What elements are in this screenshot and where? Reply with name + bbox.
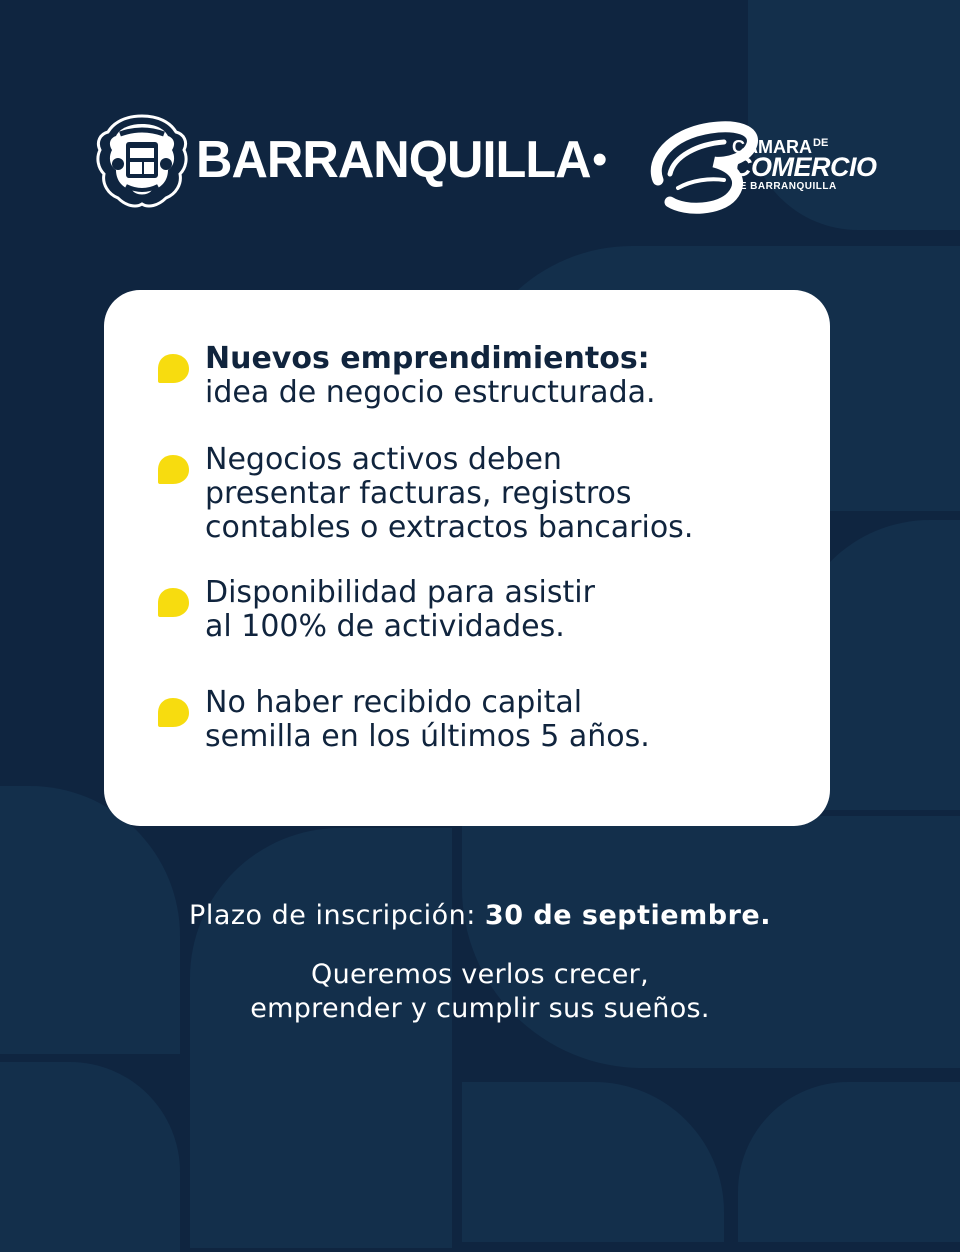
deadline-date: 30 de septiembre.: [484, 900, 771, 931]
barranquilla-crest-icon: [96, 112, 188, 208]
requirements-card: [104, 290, 830, 826]
requirement-text: Disponibilidad para asistir al 100% de actividades.: [205, 575, 595, 644]
yellow-bubble-bullet-icon: [157, 353, 190, 384]
background-shape-bottom-left: [0, 1062, 180, 1252]
logo-separator: •: [592, 135, 608, 184]
camara-line-2: COMERCIO: [732, 152, 877, 182]
closing-message: Queremos verlos crecer, emprender y cumplir sus sueños.: [250, 959, 710, 1024]
requirement-text: No haber recibido capital semilla en los últimos 5 años.: [205, 685, 650, 754]
background-shape-bottom-far-right: [738, 1082, 960, 1242]
camara-line-3: DE BARRANQUILLA: [732, 181, 837, 192]
background-shape-bottom-middle: [190, 828, 452, 1248]
background-shape-bottom-right: [462, 1082, 724, 1242]
camara-line-1: $CÁMARA^{DE}$: [732, 137, 829, 157]
background-shape-right-lower: [462, 816, 960, 1068]
yellow-bubble-bullet-icon: [157, 697, 190, 728]
yellow-bubble-bullet-icon: [157, 587, 190, 618]
barranquilla-wordmark: BARRANQUILLA: [196, 131, 591, 189]
header-logos: [0, 108, 960, 218]
yellow-bubble-bullet-icon: [157, 454, 190, 485]
requirement-text: Negocios activos deben presentar facturas, registros contables o extractos bancarios.: [205, 442, 694, 545]
registration-deadline: Plazo de inscripción: 30 de septiembre.: [189, 900, 771, 931]
camara-de-comercio-wordmark: [732, 138, 877, 192]
requirement-text: Nuevos emprendimientos: idea de negocio estructurada.: [205, 341, 656, 410]
